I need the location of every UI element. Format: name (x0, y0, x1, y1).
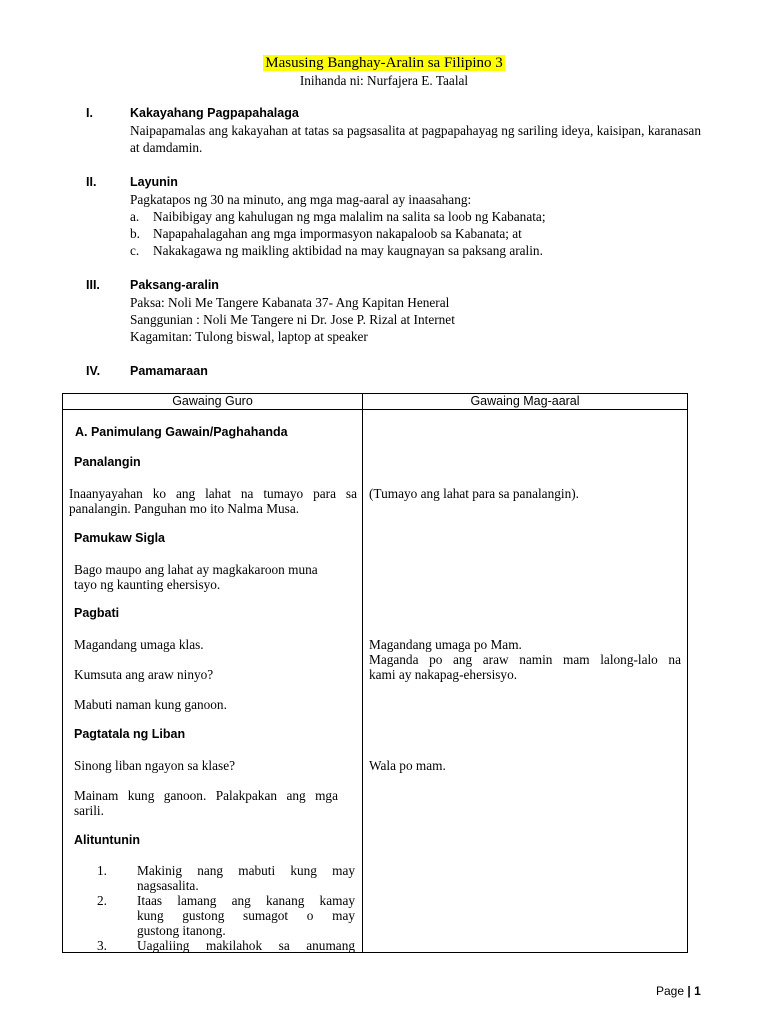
section-number: III. (86, 278, 100, 292)
list-item: Napapahalagahan ang mga impormasyon nakapaloob sa Kabanata; at (153, 226, 522, 241)
section-number: II. (86, 175, 97, 189)
mag-aaral-text: kami ay nakapag-ehersisyo. (369, 667, 518, 682)
guro-text: Kumsuta ang araw ninyo? (74, 667, 214, 682)
section-heading: Paksang-aralin (130, 278, 219, 292)
rule-text: Uagaliing makilahok sa anumang (137, 938, 355, 953)
rule-number: 3. (97, 938, 107, 953)
section-line: Kagamitan: Tulong biswal, laptop at speaker (130, 329, 368, 344)
guro-text: Magandang umaga klas. (74, 637, 204, 652)
guro-text: Bago maupo ang lahat ay magkakaroon muna (74, 562, 318, 577)
guro-text: Mabuti naman kung ganoon. (74, 697, 227, 712)
mag-aaral-text: Wala po mam. (369, 758, 446, 773)
page-separator: | (687, 984, 691, 998)
author-line: Inihanda ni: Nurfajera E. Taalal (299, 73, 469, 88)
column-divider (362, 394, 363, 952)
list-item: Nakakagawa ng maikling aktibidad na may kaugnayan sa paksang aralin. (153, 243, 543, 258)
section-number: IV. (86, 364, 101, 378)
page-footer (656, 984, 701, 998)
section-heading: Pamamaraan (130, 364, 208, 378)
section-body: Naipapamalas ang kakayahan at tatas sa pagsasalita at pagpapahayag ng sariling ideya, kaisipan, karanasan at damdamin. (130, 123, 701, 155)
guro-text: Mainam kung ganoon. Palakpakan ang mga (74, 788, 338, 803)
list-item: Naibibigay ang kahulugan ng mga malalim na salita sa loob ng Kabanata; (153, 209, 546, 224)
guro-text: Sinong liban ngayon sa klase? (74, 758, 236, 773)
header-divider (63, 409, 687, 410)
section-heading: Layunin (130, 175, 178, 189)
mag-aaral-text: Magandang umaga po Mam. (369, 637, 522, 652)
column-header-guro: Gawaing Guro (172, 394, 253, 408)
guro-text: sarili. (74, 803, 104, 818)
list-item-letter: b. (130, 226, 140, 241)
mag-aaral-text: Maganda po ang araw namin mam lalong-lalo na (369, 652, 681, 667)
subheading-pamukaw-sigla: Pamukaw Sigla (74, 531, 166, 545)
page-label: Page (656, 984, 685, 998)
section-heading: Kakayahang Pagpapahalaga (130, 106, 299, 120)
column-header-mag-aaral: Gawaing Mag-aaral (470, 394, 580, 408)
page-number: 1 (694, 984, 701, 998)
subheading-alituntunin: Alituntunin (74, 833, 140, 847)
mag-aaral-text: (Tumayo ang lahat para sa panalangin). (369, 486, 579, 501)
section-intro: Pagkatapos ng 30 na minuto, ang mga mag-aaral ay inaasahang: (130, 192, 472, 207)
procedure-table (62, 393, 688, 953)
list-item-letter: c. (130, 243, 140, 258)
document-title: Masusing Banghay-Aralin sa Filipino 3 (265, 55, 503, 71)
subheading-pagtatala-ng-liban: Pagtatala ng Liban (74, 727, 186, 741)
rule-text: Itaas lamang ang kanang kamay (137, 893, 355, 908)
section-line: Sanggunian : Noli Me Tangere ni Dr. Jose P. Rizal at Internet (130, 312, 455, 327)
guro-text: tayo ng kaunting ehersisyo. (74, 577, 221, 592)
guro-text: panalangin. Panguhan mo ito Nalma Musa. (69, 501, 300, 516)
rule-text: gustong itanong. (137, 923, 226, 938)
guro-text: Inaanyayahan ko ang lahat na tumayo para sa (69, 486, 357, 501)
rule-number: 1. (97, 863, 107, 878)
section-number: I. (86, 106, 93, 120)
rule-text: nagsasalita. (137, 878, 199, 893)
part-a-heading: A. Panimulang Gawain/Paghahanda (75, 425, 288, 439)
section-line: Paksa: Noli Me Tangere Kabanata 37- Ang Kapitan Heneral (130, 295, 450, 310)
rule-text: kung gustong sumagot o may (137, 908, 355, 923)
list-item-letter: a. (130, 209, 140, 224)
subheading-pagbati: Pagbati (74, 606, 120, 620)
rule-number: 2. (97, 893, 107, 908)
subheading-panalangin: Panalangin (74, 455, 141, 469)
rule-text: Makinig nang mabuti kung may (137, 863, 355, 878)
